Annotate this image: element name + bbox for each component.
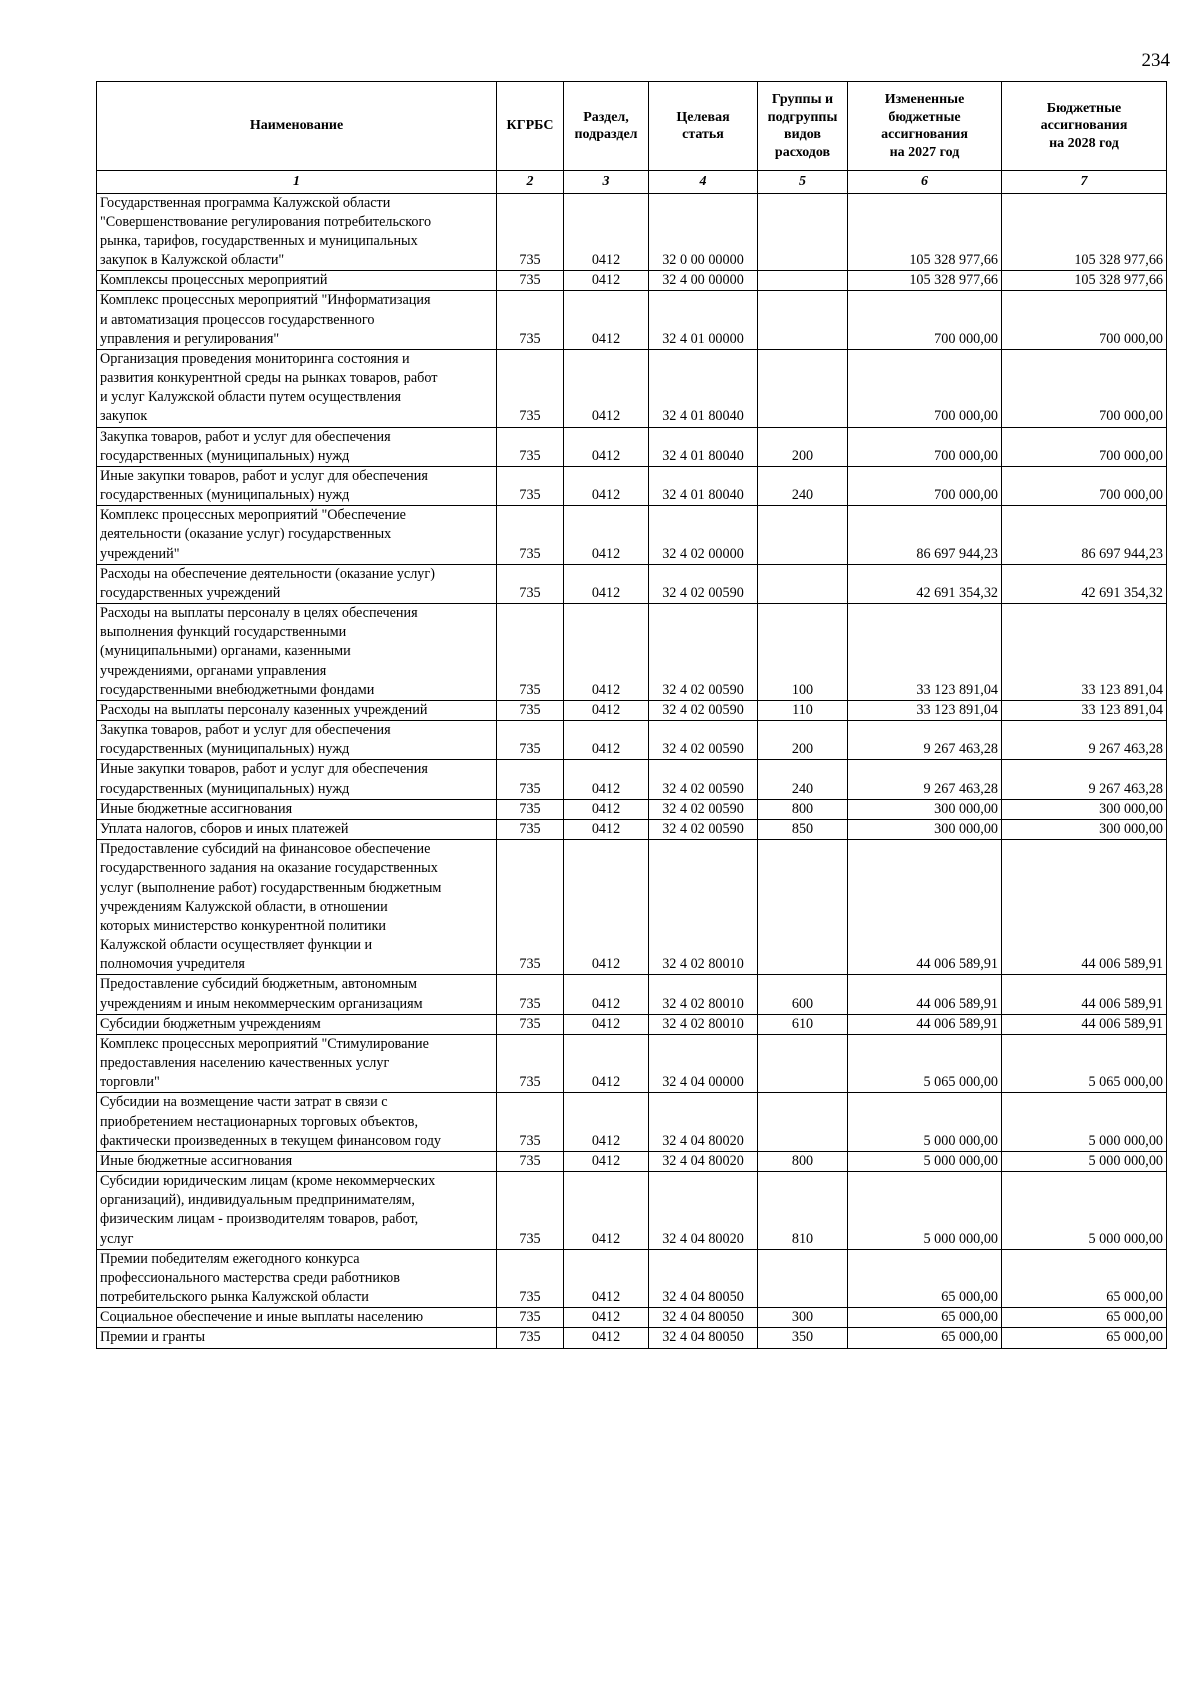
row-name: Социальное обеспечение и иные выплаты населению [97, 1308, 497, 1328]
table-row [97, 799, 1167, 819]
row-section: 0412 [564, 271, 649, 291]
row-name: Иные бюджетные ассигнования [97, 799, 497, 819]
row-name: Комплексы процессных мероприятий [97, 271, 497, 291]
row-target: 32 4 04 80050 [649, 1308, 758, 1328]
row-group [758, 840, 848, 975]
column-number: 1 [97, 171, 497, 194]
row-target: 32 4 04 80050 [649, 1328, 758, 1348]
row-name: Расходы на обеспечение деятельности (оказание услуг) государственных учреждений [97, 564, 497, 603]
row-section: 0412 [564, 349, 649, 427]
row-kgrbs: 735 [497, 271, 564, 291]
row-group: 800 [758, 799, 848, 819]
row-amount-2027: 700 000,00 [848, 427, 1002, 466]
row-target: 32 4 00 00000 [649, 271, 758, 291]
row-section: 0412 [564, 1034, 649, 1093]
row-name: Расходы на выплаты персоналу в целях обеспечения выполнения функций государственными (муниципальными) органами, казенными учреждениями, органами управления государственными внебюджетными фондами [97, 604, 497, 701]
row-amount-2028: 44 006 589,91 [1002, 975, 1167, 1014]
row-amount-2028: 5 065 000,00 [1002, 1034, 1167, 1093]
row-kgrbs: 735 [497, 506, 564, 565]
row-group [758, 193, 848, 271]
row-section: 0412 [564, 1151, 649, 1171]
row-group [758, 291, 848, 350]
table-row [97, 193, 1167, 271]
row-section: 0412 [564, 1014, 649, 1034]
row-group: 240 [758, 466, 848, 505]
row-target: 32 0 00 00000 [649, 193, 758, 271]
row-amount-2028: 700 000,00 [1002, 349, 1167, 427]
row-name: Иные закупки товаров, работ и услуг для обеспечения государственных (муниципальных) нужд [97, 466, 497, 505]
budget-table [96, 81, 1167, 1349]
row-amount-2027: 300 000,00 [848, 820, 1002, 840]
row-kgrbs: 735 [497, 604, 564, 701]
row-amount-2027: 44 006 589,91 [848, 975, 1002, 1014]
row-target: 32 4 04 00000 [649, 1034, 758, 1093]
row-amount-2027: 9 267 463,28 [848, 721, 1002, 760]
row-amount-2027: 5 065 000,00 [848, 1034, 1002, 1093]
header-section: Раздел, подраздел [564, 82, 649, 171]
row-section: 0412 [564, 820, 649, 840]
row-name: Комплекс процессных мероприятий "Информатизация и автоматизация процессов государственного управления и регулирования" [97, 291, 497, 350]
row-amount-2027: 65 000,00 [848, 1328, 1002, 1348]
row-group: 200 [758, 721, 848, 760]
row-section: 0412 [564, 1172, 649, 1250]
table-row [97, 1328, 1167, 1348]
table-row [97, 506, 1167, 565]
row-amount-2027: 105 328 977,66 [848, 271, 1002, 291]
row-amount-2028: 9 267 463,28 [1002, 760, 1167, 799]
table-row [97, 760, 1167, 799]
table-row [97, 291, 1167, 350]
row-name: Организация проведения мониторинга состояния и развития конкурентной среды на рынках товаров, работ и услуг Калужской области путем осуществления закупок [97, 349, 497, 427]
table-row [97, 1249, 1167, 1308]
row-name: Комплекс процессных мероприятий "Стимулирование предоставления населению качественных услуг торговли" [97, 1034, 497, 1093]
row-group: 100 [758, 604, 848, 701]
row-name: Закупка товаров, работ и услуг для обеспечения государственных (муниципальных) нужд [97, 427, 497, 466]
row-group: 300 [758, 1308, 848, 1328]
row-name: Предоставление субсидий бюджетным, автономным учреждениям и иным некоммерческим организациям [97, 975, 497, 1014]
row-group: 350 [758, 1328, 848, 1348]
row-amount-2028: 86 697 944,23 [1002, 506, 1167, 565]
header-target: Целевая статья [649, 82, 758, 171]
row-group [758, 271, 848, 291]
row-group: 800 [758, 1151, 848, 1171]
table-row [97, 840, 1167, 975]
row-target: 32 4 02 00590 [649, 564, 758, 603]
row-amount-2028: 5 000 000,00 [1002, 1093, 1167, 1152]
row-target: 32 4 02 00590 [649, 721, 758, 760]
table-row [97, 1093, 1167, 1152]
row-target: 32 4 01 80040 [649, 427, 758, 466]
row-group: 610 [758, 1014, 848, 1034]
row-kgrbs: 735 [497, 760, 564, 799]
row-amount-2027: 65 000,00 [848, 1249, 1002, 1308]
table-row [97, 975, 1167, 1014]
row-amount-2028: 105 328 977,66 [1002, 271, 1167, 291]
column-number: 6 [848, 171, 1002, 194]
row-amount-2027: 65 000,00 [848, 1308, 1002, 1328]
row-target: 32 4 01 80040 [649, 466, 758, 505]
row-name: Закупка товаров, работ и услуг для обеспечения государственных (муниципальных) нужд [97, 721, 497, 760]
row-target: 32 4 02 00590 [649, 760, 758, 799]
row-amount-2027: 86 697 944,23 [848, 506, 1002, 565]
header-name: Наименование [97, 82, 497, 171]
row-amount-2027: 5 000 000,00 [848, 1093, 1002, 1152]
column-number: 2 [497, 171, 564, 194]
header-row [97, 82, 1167, 171]
row-amount-2028: 42 691 354,32 [1002, 564, 1167, 603]
header-groups: Группы и подгруппы видов расходов [758, 82, 848, 171]
row-kgrbs: 735 [497, 840, 564, 975]
column-number-row [97, 171, 1167, 194]
table-row [97, 564, 1167, 603]
row-target: 32 4 02 80010 [649, 1014, 758, 1034]
row-target: 32 4 04 80020 [649, 1172, 758, 1250]
table-row [97, 427, 1167, 466]
row-amount-2027: 5 000 000,00 [848, 1172, 1002, 1250]
row-amount-2028: 65 000,00 [1002, 1249, 1167, 1308]
row-kgrbs: 735 [497, 466, 564, 505]
row-kgrbs: 735 [497, 820, 564, 840]
table-row [97, 604, 1167, 701]
row-group [758, 1249, 848, 1308]
row-amount-2027: 9 267 463,28 [848, 760, 1002, 799]
row-kgrbs: 735 [497, 1093, 564, 1152]
row-section: 0412 [564, 604, 649, 701]
header-amount-2027: Измененные бюджетные ассигнования на 2027 год [848, 82, 1002, 171]
row-kgrbs: 735 [497, 700, 564, 720]
row-group: 200 [758, 427, 848, 466]
column-number: 5 [758, 171, 848, 194]
row-name: Субсидии бюджетным учреждениям [97, 1014, 497, 1034]
row-target: 32 4 02 00590 [649, 604, 758, 701]
row-amount-2028: 700 000,00 [1002, 466, 1167, 505]
row-group [758, 564, 848, 603]
row-target: 32 4 04 80020 [649, 1093, 758, 1152]
table-row [97, 1034, 1167, 1093]
row-name: Премии и гранты [97, 1328, 497, 1348]
table-row [97, 1172, 1167, 1250]
row-group: 240 [758, 760, 848, 799]
row-amount-2027: 700 000,00 [848, 466, 1002, 505]
row-section: 0412 [564, 466, 649, 505]
row-group: 110 [758, 700, 848, 720]
row-name: Иные бюджетные ассигнования [97, 1151, 497, 1171]
row-name: Предоставление субсидий на финансовое обеспечение государственного задания на оказание государственных услуг (выполнение работ) государственным бюджетным учреждениям Калужской области, в отношении которых министерство конкурентной политики Калужской области осуществляет функции и полномочия учредителя [97, 840, 497, 975]
row-amount-2028: 44 006 589,91 [1002, 1014, 1167, 1034]
row-kgrbs: 735 [497, 1249, 564, 1308]
row-group [758, 506, 848, 565]
column-number: 3 [564, 171, 649, 194]
row-amount-2027: 700 000,00 [848, 349, 1002, 427]
row-amount-2028: 5 000 000,00 [1002, 1151, 1167, 1171]
row-name: Субсидии на возмещение части затрат в связи с приобретением нестационарных торговых объектов, фактически произведенных в текущем финансовом году [97, 1093, 497, 1152]
row-amount-2028: 33 123 891,04 [1002, 604, 1167, 701]
table-row [97, 1014, 1167, 1034]
row-section: 0412 [564, 721, 649, 760]
row-section: 0412 [564, 1249, 649, 1308]
row-amount-2028: 65 000,00 [1002, 1308, 1167, 1328]
row-kgrbs: 735 [497, 799, 564, 819]
row-kgrbs: 735 [497, 349, 564, 427]
row-group: 850 [758, 820, 848, 840]
row-kgrbs: 735 [497, 1034, 564, 1093]
row-section: 0412 [564, 564, 649, 603]
row-group [758, 1034, 848, 1093]
table-row [97, 1308, 1167, 1328]
row-group [758, 1093, 848, 1152]
row-amount-2027: 105 328 977,66 [848, 193, 1002, 271]
row-name: Премии победителям ежегодного конкурса профессионального мастерства среди работников потребительского рынка Калужской области [97, 1249, 497, 1308]
table-row [97, 1151, 1167, 1171]
column-number: 4 [649, 171, 758, 194]
row-target: 32 4 04 80020 [649, 1151, 758, 1171]
page-number: 234 [1141, 50, 1170, 71]
row-section: 0412 [564, 760, 649, 799]
row-amount-2028: 300 000,00 [1002, 799, 1167, 819]
row-group: 600 [758, 975, 848, 1014]
table-row [97, 721, 1167, 760]
row-kgrbs: 735 [497, 427, 564, 466]
row-section: 0412 [564, 1093, 649, 1152]
row-amount-2027: 44 006 589,91 [848, 1014, 1002, 1034]
row-name: Субсидии юридическим лицам (кроме некоммерческих организаций), индивидуальным предпринимателям, физическим лицам - производителям товаров, работ, услуг [97, 1172, 497, 1250]
header-kgrbs: КГРБС [497, 82, 564, 171]
row-amount-2028: 105 328 977,66 [1002, 193, 1167, 271]
table-row [97, 820, 1167, 840]
row-amount-2027: 33 123 891,04 [848, 700, 1002, 720]
row-kgrbs: 735 [497, 975, 564, 1014]
row-section: 0412 [564, 1328, 649, 1348]
row-kgrbs: 735 [497, 1172, 564, 1250]
row-target: 32 4 04 80050 [649, 1249, 758, 1308]
row-target: 32 4 02 00590 [649, 799, 758, 819]
table-row [97, 349, 1167, 427]
row-amount-2027: 42 691 354,32 [848, 564, 1002, 603]
row-name: Государственная программа Калужской области "Совершенствование регулирования потребительского рынка, тарифов, государственных и муниципальных закупок в Калужской области" [97, 193, 497, 271]
row-group [758, 349, 848, 427]
row-amount-2027: 33 123 891,04 [848, 604, 1002, 701]
header-amount-2028: Бюджетные ассигнования на 2028 год [1002, 82, 1167, 171]
row-section: 0412 [564, 700, 649, 720]
row-target: 32 4 02 00590 [649, 820, 758, 840]
row-kgrbs: 735 [497, 564, 564, 603]
row-section: 0412 [564, 1308, 649, 1328]
row-kgrbs: 735 [497, 1328, 564, 1348]
row-target: 32 4 02 80010 [649, 975, 758, 1014]
table-row [97, 700, 1167, 720]
row-amount-2027: 5 000 000,00 [848, 1151, 1002, 1171]
table-row [97, 466, 1167, 505]
row-kgrbs: 735 [497, 1308, 564, 1328]
row-kgrbs: 735 [497, 291, 564, 350]
table-row [97, 271, 1167, 291]
row-amount-2028: 65 000,00 [1002, 1328, 1167, 1348]
row-target: 32 4 02 80010 [649, 840, 758, 975]
row-amount-2027: 300 000,00 [848, 799, 1002, 819]
row-amount-2028: 700 000,00 [1002, 427, 1167, 466]
column-number: 7 [1002, 171, 1167, 194]
row-kgrbs: 735 [497, 721, 564, 760]
row-group: 810 [758, 1172, 848, 1250]
row-target: 32 4 02 00000 [649, 506, 758, 565]
row-amount-2028: 44 006 589,91 [1002, 840, 1167, 975]
row-amount-2027: 700 000,00 [848, 291, 1002, 350]
row-kgrbs: 735 [497, 193, 564, 271]
row-name: Комплекс процессных мероприятий "Обеспечение деятельности (оказание услуг) государственных учреждений" [97, 506, 497, 565]
row-target: 32 4 01 80040 [649, 349, 758, 427]
row-section: 0412 [564, 840, 649, 975]
row-target: 32 4 02 00590 [649, 700, 758, 720]
row-section: 0412 [564, 291, 649, 350]
row-amount-2027: 44 006 589,91 [848, 840, 1002, 975]
row-name: Уплата налогов, сборов и иных платежей [97, 820, 497, 840]
row-target: 32 4 01 00000 [649, 291, 758, 350]
row-kgrbs: 735 [497, 1151, 564, 1171]
row-section: 0412 [564, 427, 649, 466]
row-amount-2028: 300 000,00 [1002, 820, 1167, 840]
row-amount-2028: 700 000,00 [1002, 291, 1167, 350]
row-kgrbs: 735 [497, 1014, 564, 1034]
row-name: Расходы на выплаты персоналу казенных учреждений [97, 700, 497, 720]
row-amount-2028: 9 267 463,28 [1002, 721, 1167, 760]
row-section: 0412 [564, 799, 649, 819]
row-name: Иные закупки товаров, работ и услуг для обеспечения государственных (муниципальных) нужд [97, 760, 497, 799]
row-section: 0412 [564, 975, 649, 1014]
row-amount-2028: 33 123 891,04 [1002, 700, 1167, 720]
row-section: 0412 [564, 506, 649, 565]
row-section: 0412 [564, 193, 649, 271]
row-amount-2028: 5 000 000,00 [1002, 1172, 1167, 1250]
